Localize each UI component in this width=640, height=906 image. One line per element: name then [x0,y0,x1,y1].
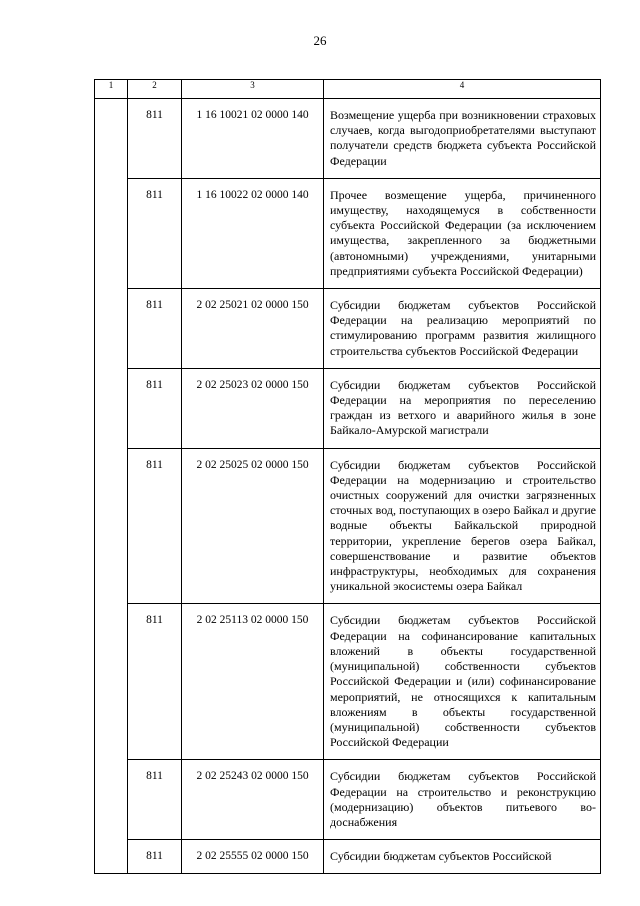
admin-code-cell: 811 [128,448,182,604]
revenue-name-cell: Субсидии бюджетам субъектов Российской Федерации на строительство и реконструкцию (модернизацию) объектов питьевого водоснабжения [324,760,601,840]
empty-column-cell [95,99,128,874]
revenue-code-cell: 1 16 10022 02 0000 140 [182,178,324,288]
table-row [95,840,601,874]
revenue-name-cell: Субсидии бюджетам субъектов Российской Федерации на мероприятия по переселению граждан из ветхого и аварийного жилья в зоне Байкало-Амурской магистрали [324,368,601,448]
revenue-code-cell: 2 02 25023 02 0000 150 [182,368,324,448]
header-col-4: 4 [324,80,601,99]
revenue-codes-table [94,79,601,874]
header-col-3: 3 [182,80,324,99]
admin-code-cell: 811 [128,760,182,840]
table-header-row [95,80,601,99]
revenue-code-cell: 2 02 25243 02 0000 150 [182,760,324,840]
revenue-code-cell: 2 02 25021 02 0000 150 [182,289,324,369]
table-row [95,99,601,179]
revenue-name-cell: Субсидии бюджетам субъектов Российской [324,840,601,874]
revenue-name-cell: Прочее возмещение ущерба, причиненного имуществу, находящемуся в собственности субъекта Российской Федерации (за исключением имущества, закрепленного за бюджетными (автономными) учреждениями, унитарными предприятиями субъекта Российской Федерации) [324,178,601,288]
table-row [95,289,601,369]
admin-code-cell: 811 [128,840,182,874]
admin-code-cell: 811 [128,604,182,760]
table-row [95,448,601,604]
table-row [95,368,601,448]
page-number: 26 [313,33,327,48]
revenue-name-cell: Субсидии бюджетам субъектов Российской Федерации на модернизацию и строительство очистных сооружений для очистки загрязненных сточных вод, поступающих в озеро Байкал и другие водные объекты Байкальской природной территории, укрепление берегов озера Байкал, совершенствование и развитие объектов инфраструктуры, необходимых для сохранения уникальной экосистемы озера Байкал [324,448,601,604]
table-row [95,178,601,288]
header-col-1: 1 [95,80,128,99]
revenue-code-cell: 2 02 25555 02 0000 150 [182,840,324,874]
header-col-2: 2 [128,80,182,99]
admin-code-cell: 811 [128,99,182,179]
admin-code-cell: 811 [128,178,182,288]
revenue-code-cell: 1 16 10021 02 0000 140 [182,99,324,179]
table-row [95,604,601,760]
admin-code-cell: 811 [128,368,182,448]
revenue-code-cell: 2 02 25025 02 0000 150 [182,448,324,604]
revenue-code-cell: 2 02 25113 02 0000 150 [182,604,324,760]
revenue-name-cell: Субсидии бюджетам субъектов Российской Федерации на реализацию мероприятий по стимулированию программ развития жилищного строительства субъектов Российской Федерации [324,289,601,369]
table-row [95,760,601,840]
admin-code-cell: 811 [128,289,182,369]
revenue-name-cell: Субсидии бюджетам субъектов Российской Федерации на софинансирование капитальных вложений в объекты государственной (муниципальной) собственности субъектов Российской Федерации и (или) софинансирование мероприятий, не относящихся к капитальным вложениям в объекты государственной (муниципальной) собственности субъектов Российской Федерации [324,604,601,760]
revenue-name-cell: Возмещение ущерба при возникновении страховых случаев, когда выгодоприобретателями выступают получатели средств бюджета субъекта Российской Федерации [324,99,601,179]
